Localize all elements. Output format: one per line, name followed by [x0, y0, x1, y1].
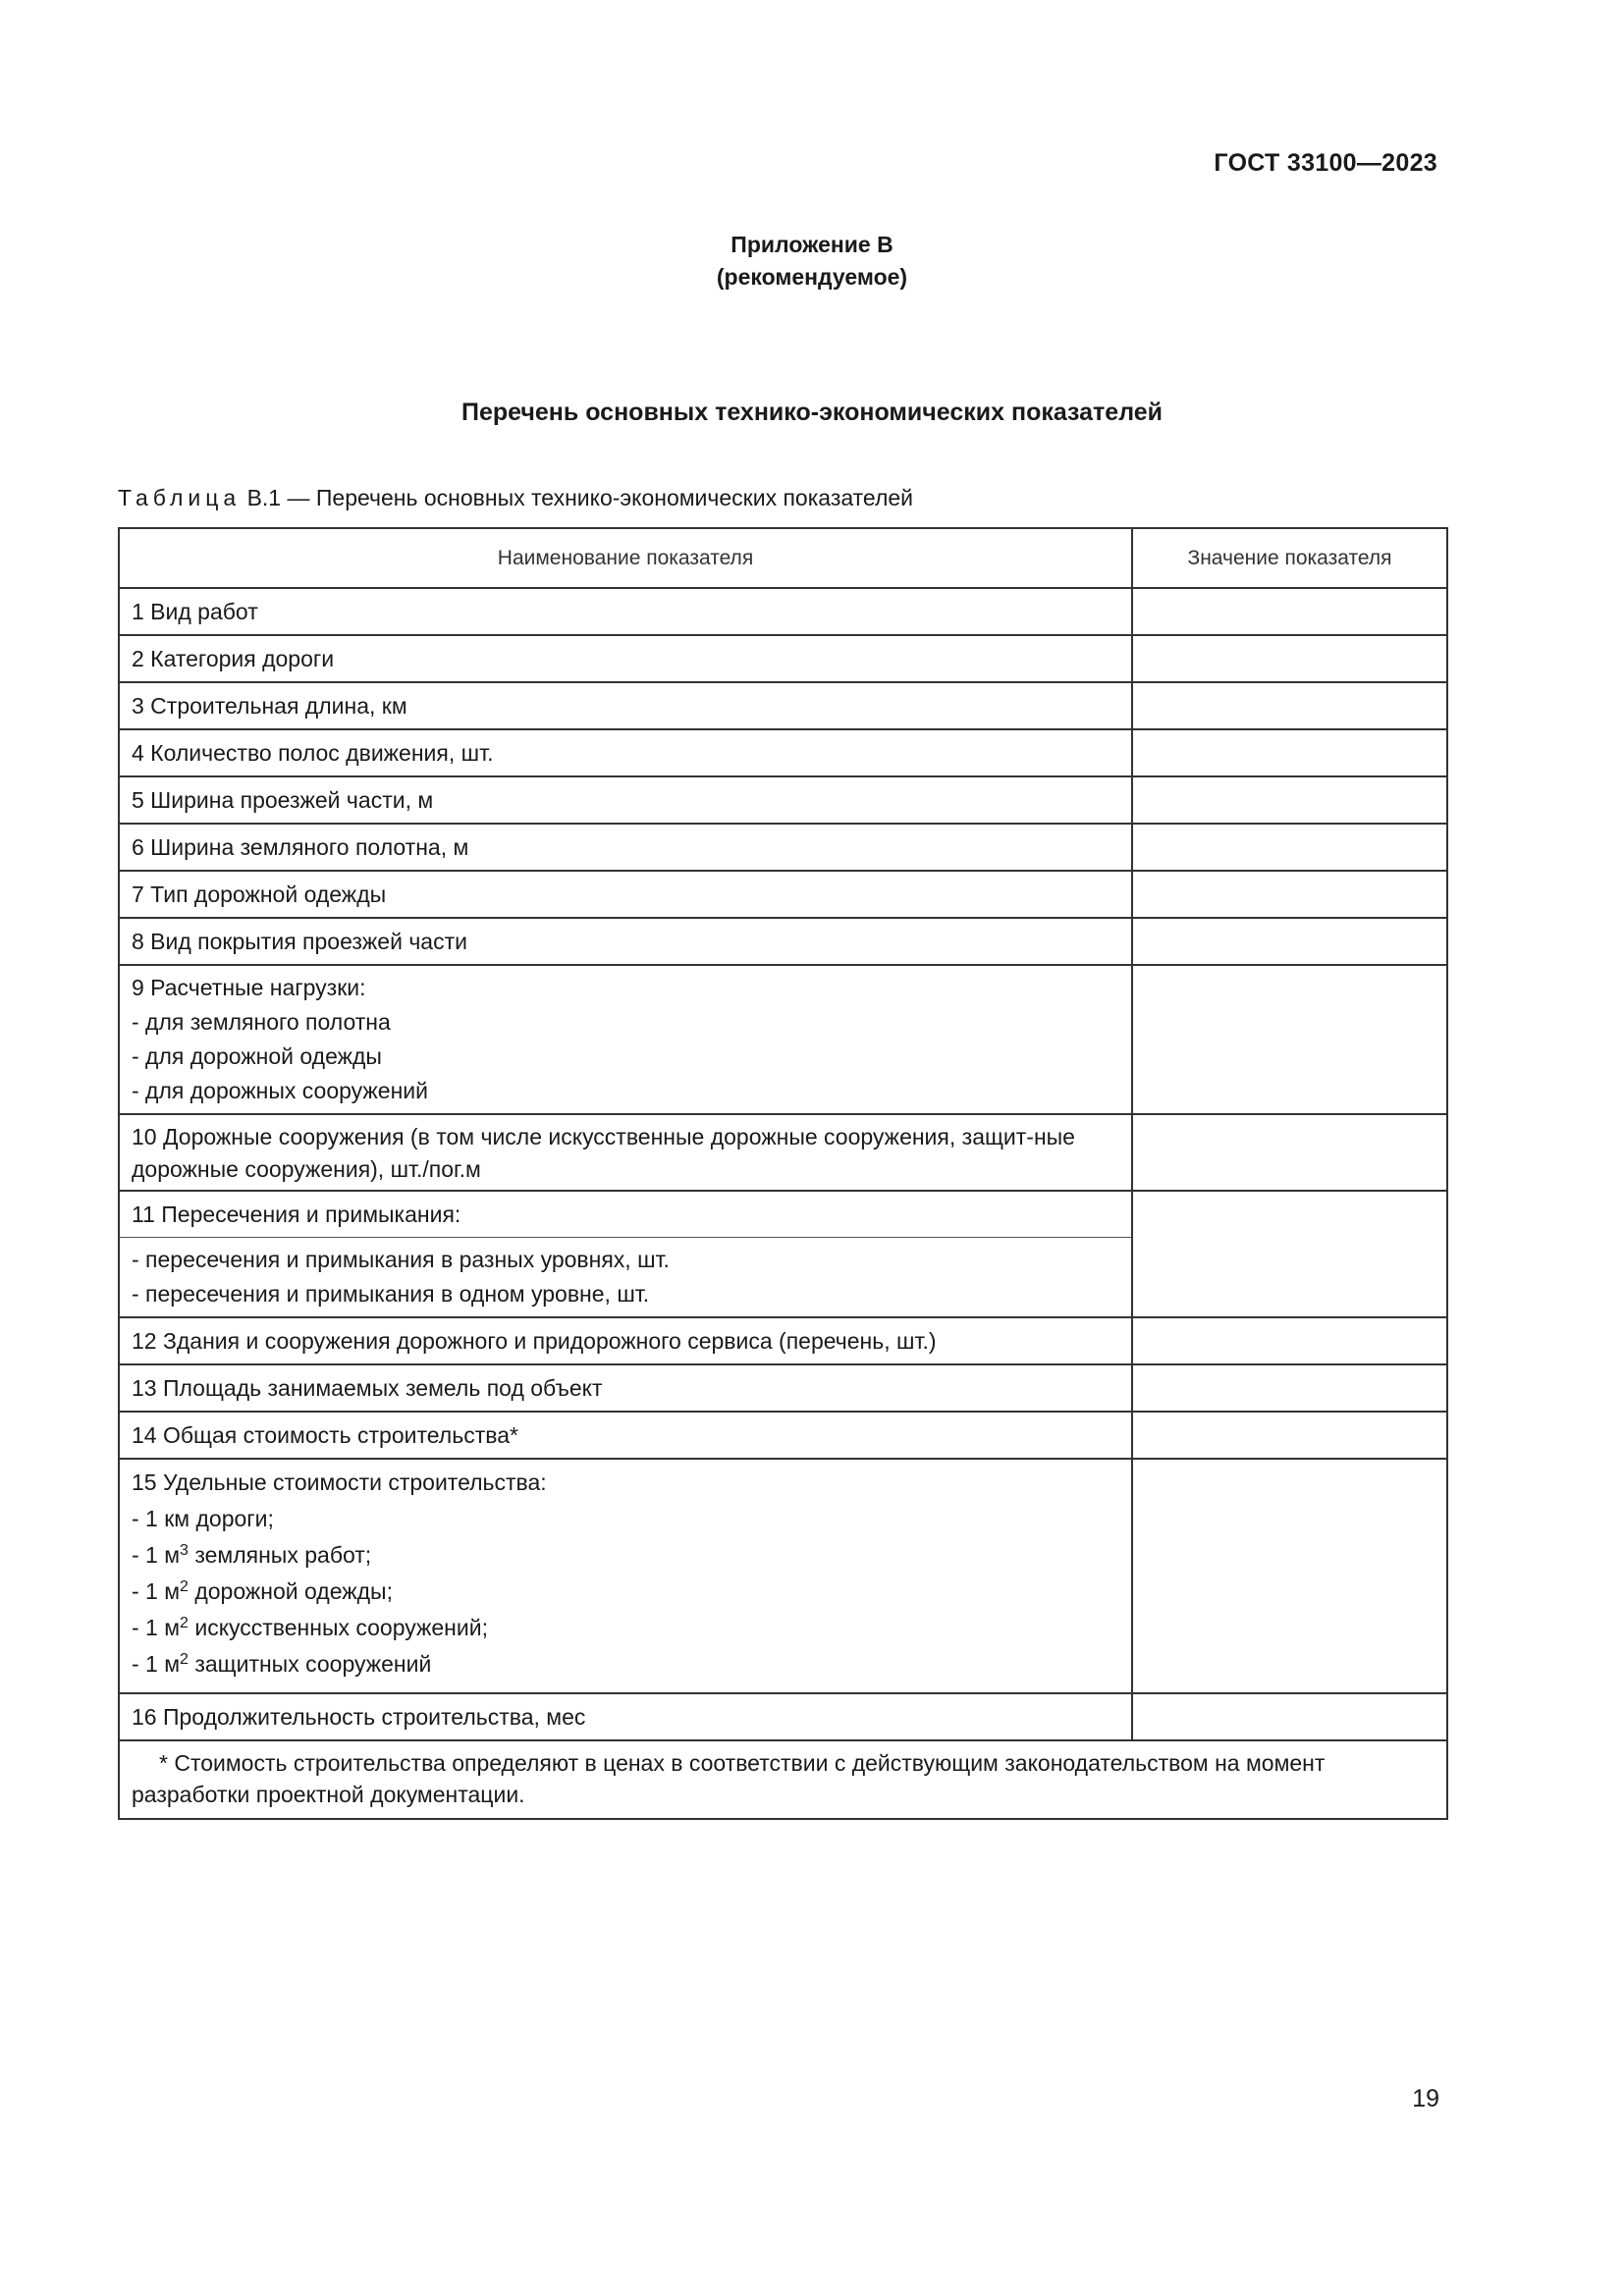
indicator-name: 10 Дорожные сооружения (в том числе искусственные дорожные сооружения, защит-ные дорожные сооружения), шт./пог.м: [119, 1114, 1132, 1191]
indicator-subitem: - для земляного полотна: [132, 1009, 391, 1035]
table-row: [119, 965, 1447, 1114]
subitem-text: земляных работ;: [188, 1542, 372, 1568]
table-row: [119, 871, 1447, 918]
table-footnote-row: [119, 1740, 1447, 1819]
indicator-name: 2 Категория дороги: [119, 635, 1132, 682]
table-row: [119, 729, 1447, 776]
indicator-value[interactable]: [1132, 918, 1447, 965]
indicator-subitem: - пересечения и примыкания в одном уровне, шт.: [132, 1281, 650, 1307]
indicators-table: [118, 527, 1448, 1820]
subitem-text: - 1 м: [132, 1578, 181, 1604]
indicator-value[interactable]: [1132, 588, 1447, 635]
indicator-value[interactable]: [1132, 1459, 1447, 1693]
subitem-text: - 1 м: [132, 1542, 181, 1568]
table-row: [119, 1114, 1447, 1191]
table-row: [119, 1364, 1447, 1412]
indicator-title: 9 Расчетные нагрузки:: [132, 975, 366, 1000]
table-row: [119, 824, 1447, 871]
unit-exponent: 2: [180, 1615, 189, 1631]
indicator-value[interactable]: [1132, 871, 1447, 918]
indicator-subitem: [132, 1537, 1119, 1574]
indicator-name: 16 Продолжительность строительства, мес: [119, 1693, 1132, 1740]
table-caption-number: В.1: [246, 485, 282, 510]
indicator-value[interactable]: [1132, 682, 1447, 729]
indicator-name: 5 Ширина проезжей части, м: [119, 776, 1132, 824]
footnote-text: * Стоимость строительства определяют в ценах в соответствии с действующим законодательством на момент разработки проектной документации.: [132, 1750, 1326, 1807]
indicator-value[interactable]: [1132, 635, 1447, 682]
indicator-subitem: - пересечения и примыкания в разных уровнях, шт.: [132, 1247, 670, 1272]
table-row: [119, 1412, 1447, 1459]
indicator-name: 3 Строительная длина, км: [119, 682, 1132, 729]
section-title: Перечень основных технико-экономических показателей: [460, 399, 1164, 426]
indicator-subitem: - для дорожной одежды: [132, 1043, 382, 1069]
indicator-value[interactable]: [1132, 824, 1447, 871]
table-row: [119, 682, 1447, 729]
table-row: [119, 918, 1447, 965]
indicator-name: [119, 1459, 1132, 1693]
table-caption-text: — Перечень основных технико-экономических показателей: [287, 485, 914, 510]
indicator-value[interactable]: [1132, 1114, 1447, 1191]
indicator-name: [119, 965, 1132, 1114]
indicator-name: 6 Ширина земляного полотна, м: [119, 824, 1132, 871]
table-row: [119, 588, 1447, 635]
indicator-subitem: [132, 1610, 1119, 1646]
unit-exponent: 2: [180, 1651, 189, 1668]
indicator-name: 14 Общая стоимость строительства*: [119, 1412, 1132, 1459]
indicator-value[interactable]: [1132, 1364, 1447, 1412]
page-number: 19: [1412, 2085, 1439, 2112]
indicator-value[interactable]: [1132, 1412, 1447, 1459]
table-row: [119, 1459, 1447, 1693]
table-row: [119, 776, 1447, 824]
subitem-text: - 1 м: [132, 1651, 181, 1677]
indicator-name: 7 Тип дорожной одежды: [119, 871, 1132, 918]
indicator-subitem: [132, 1646, 1119, 1682]
standard-code: ГОСТ 33100—2023: [1214, 149, 1437, 177]
column-header-name: Наименование показателя: [119, 528, 1132, 588]
table-row: [119, 1317, 1447, 1364]
indicator-title: 15 Удельные стоимости строительства:: [132, 1469, 547, 1495]
indicator-title: 11 Пересечения и примыкания:: [119, 1191, 1132, 1238]
subitem-text: защитных сооружений: [188, 1651, 432, 1677]
indicator-value[interactable]: [1132, 1693, 1447, 1740]
subitem-text: дорожной одежды;: [188, 1578, 393, 1604]
annex-title: Приложение В: [731, 232, 893, 257]
table-caption-label: Таблица: [118, 485, 242, 510]
table-footnote: [119, 1740, 1447, 1819]
table-header-row: [119, 528, 1447, 588]
column-header-value: Значение показателя: [1132, 528, 1447, 588]
indicator-name: 1 Вид работ: [119, 588, 1132, 635]
unit-exponent: 2: [180, 1578, 189, 1595]
table-row: [119, 1693, 1447, 1740]
table-row: [119, 635, 1447, 682]
annex-heading: [0, 229, 1624, 294]
unit-exponent: 3: [180, 1542, 189, 1559]
indicator-name: 13 Площадь занимаемых земель под объект: [119, 1364, 1132, 1412]
indicator-name: [119, 1238, 1132, 1318]
table-row: [119, 1191, 1447, 1238]
subitem-text: искусственных сооружений;: [188, 1615, 488, 1640]
indicator-name: 8 Вид покрытия проезжей части: [119, 918, 1132, 965]
indicator-subitem: [132, 1501, 1119, 1537]
indicator-subitem: - для дорожных сооружений: [132, 1078, 428, 1103]
indicator-name: 4 Количество полос движения, шт.: [119, 729, 1132, 776]
indicator-value[interactable]: [1132, 1317, 1447, 1364]
indicator-value[interactable]: [1132, 965, 1447, 1114]
indicator-name: 12 Здания и сооружения дорожного и придорожного сервиса (перечень, шт.): [119, 1317, 1132, 1364]
annex-status: (рекомендуемое): [716, 264, 908, 290]
subitem-text: - 1 м: [132, 1615, 181, 1640]
table-caption: [118, 485, 913, 511]
subitem-text: - 1 км дороги;: [132, 1506, 274, 1531]
indicator-subitem: [132, 1574, 1119, 1610]
indicator-value[interactable]: [1132, 729, 1447, 776]
indicator-value[interactable]: [1132, 1191, 1447, 1317]
indicator-value[interactable]: [1132, 776, 1447, 824]
